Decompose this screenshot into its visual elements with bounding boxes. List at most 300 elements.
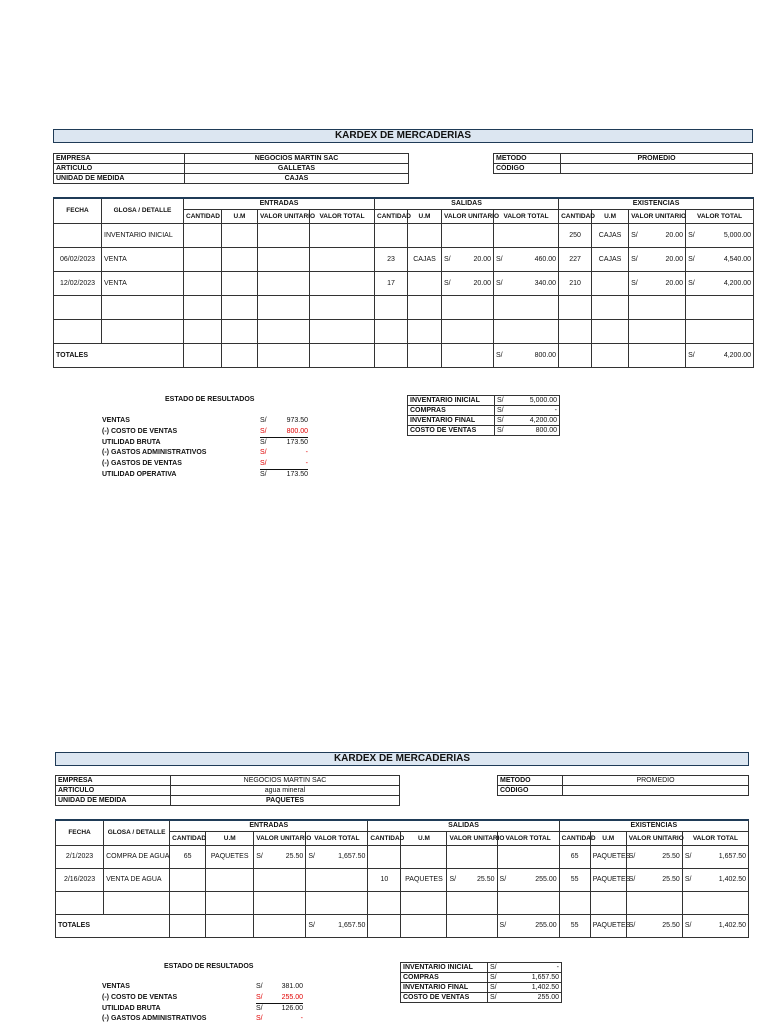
- inventory-label: COMPRAS: [401, 973, 488, 983]
- empresa-value: NEGOCIOS MARTIN SAC: [185, 154, 409, 164]
- entrada-vt-cell: [306, 845, 368, 868]
- table-row: [56, 868, 749, 891]
- amount: 5,000.00: [529, 397, 557, 404]
- currency-symbol: S/: [684, 876, 692, 883]
- table-row: [56, 891, 749, 914]
- salida-cantidad-cell: 17: [375, 271, 408, 295]
- inventory-label: COMPRAS: [408, 406, 495, 416]
- col-fecha: FECHA: [54, 198, 102, 223]
- salida-um-cell: [401, 891, 447, 914]
- entrada-vt-cell: [310, 319, 375, 343]
- inventory-label: COSTO DE VENTAS: [408, 426, 495, 436]
- amount: 5,000.00: [723, 231, 752, 239]
- entrada-um-cell: [206, 891, 254, 914]
- currency-symbol: S/: [497, 407, 504, 414]
- codigo-label: CÓDIGO: [494, 164, 561, 174]
- empty-cell: [408, 343, 442, 367]
- er-line-value: 800.00: [286, 427, 308, 435]
- kardex-2-table: [55, 819, 749, 938]
- currency-symbol: S/: [628, 876, 636, 883]
- amount: 20.00: [473, 279, 492, 287]
- existencia-vt-cell: [686, 247, 754, 271]
- er-currency: S/: [260, 427, 267, 435]
- table-row: [54, 271, 754, 295]
- empty-cell: [222, 343, 258, 367]
- amount: 20.00: [665, 231, 684, 239]
- inventory-row: [408, 416, 560, 426]
- currency-symbol: S/: [490, 994, 497, 1001]
- glosa-cell: [104, 891, 170, 914]
- er-line-value: 973.50: [286, 417, 308, 424]
- currency-symbol: S/: [688, 279, 695, 287]
- er-line-value: -: [305, 449, 308, 457]
- amount: 25.50: [662, 853, 680, 860]
- col-um: U.M: [401, 831, 447, 845]
- kardex-1-info-left: [53, 153, 409, 184]
- currency-symbol: S/: [444, 255, 451, 263]
- col-entradas: ENTRADAS: [170, 820, 368, 831]
- amount: 4,200.00: [723, 279, 752, 287]
- er-line-value: 255.00: [281, 993, 303, 1001]
- glosa-cell: [102, 319, 184, 343]
- fecha-cell: 2/16/2023: [56, 868, 104, 891]
- salida-vu-cell: [442, 247, 494, 271]
- total-existencia-um: PAQUETES: [590, 914, 626, 937]
- er-currency: S/: [260, 438, 267, 446]
- existencia-um-cell: CAJAS: [592, 223, 629, 247]
- col-existencias: EXISTENCIAS: [559, 820, 748, 831]
- kardex-1-title: KARDEX DE MERCADERIAS: [53, 129, 753, 143]
- amount: 20.00: [665, 279, 684, 287]
- col-valor-total: VALOR TOTAL: [494, 209, 559, 223]
- currency-symbol: S/: [631, 231, 638, 239]
- amount: -: [556, 964, 559, 971]
- existencia-vt-cell: [686, 319, 754, 343]
- col-cantidad: CANTIDAD: [368, 831, 401, 845]
- salida-vu-cell: [447, 891, 497, 914]
- entrada-cantidad-cell: [184, 295, 222, 319]
- existencia-cantidad-cell: [559, 295, 592, 319]
- inventory-row: [401, 973, 562, 983]
- codigo-value: [563, 786, 749, 796]
- salida-vt-cell: [497, 868, 559, 891]
- currency-symbol: S/: [497, 397, 504, 404]
- er-line-label: (-) COSTO DE VENTAS: [102, 427, 178, 435]
- er-line-label: UTILIDAD BRUTA: [102, 1004, 161, 1012]
- existencia-vu-cell: [626, 845, 682, 868]
- er-line-label: VENTAS: [102, 983, 130, 990]
- col-fecha: FECHA: [56, 820, 104, 845]
- existencia-um-cell: CAJAS: [592, 247, 629, 271]
- er-line-value: 381.00: [281, 983, 303, 990]
- currency-symbol: S/: [490, 964, 497, 971]
- totals-row: [54, 343, 754, 367]
- entrada-vu-cell: [258, 295, 310, 319]
- metodo-label: METODO: [498, 776, 563, 786]
- empresa-value: NEGOCIOS MARTIN SAC: [171, 776, 400, 786]
- entrada-um-cell: [222, 223, 258, 247]
- existencia-cantidad-cell: 55: [559, 868, 590, 891]
- entrada-vt-cell: [310, 295, 375, 319]
- amount: 800.00: [534, 351, 557, 359]
- amount: 255.00: [535, 922, 557, 929]
- total-salidas-cell: [497, 914, 559, 937]
- amount: 25.50: [285, 853, 304, 860]
- salida-cantidad-cell: [375, 295, 408, 319]
- entrada-vt-cell: [310, 271, 375, 295]
- er-line-label: (-) GASTOS DE VENTAS: [102, 460, 182, 468]
- amount: 25.50: [477, 876, 495, 883]
- entrada-vu-cell: [254, 891, 306, 914]
- col-valor-total: VALOR TOTAL: [310, 209, 375, 223]
- entrada-vt-cell: [306, 868, 368, 891]
- currency-symbol: S/: [497, 417, 504, 424]
- inv-1-table: [407, 395, 560, 436]
- er-currency: S/: [256, 993, 263, 1001]
- er-currency: S/: [256, 1015, 263, 1023]
- unidad-value: CAJAS: [185, 174, 409, 184]
- empty-cell: [401, 914, 447, 937]
- amount: 25.50: [662, 922, 680, 929]
- fecha-cell: 06/02/2023: [54, 247, 102, 271]
- salida-vt-cell: [494, 247, 559, 271]
- empty-cell: [170, 914, 206, 937]
- existencia-vu-cell: [629, 247, 686, 271]
- glosa-cell: VENTA DE AGUA: [104, 868, 170, 891]
- empty-cell: [375, 343, 408, 367]
- currency-symbol: S/: [256, 853, 263, 860]
- inventory-value: [488, 963, 562, 973]
- empty-cell: [206, 914, 254, 937]
- col-valor-unitario: VALOR UNITARIO: [626, 831, 682, 845]
- total-existencias-cell: [682, 914, 748, 937]
- col-um: U.M: [590, 831, 626, 845]
- amount: 1,657.50: [718, 853, 746, 860]
- entrada-um-cell: [222, 319, 258, 343]
- glosa-cell: COMPRA DE AGUA: [104, 845, 170, 868]
- amount: 460.00: [534, 255, 557, 263]
- salida-um-cell: [408, 295, 442, 319]
- col-cantidad: CANTIDAD: [559, 209, 592, 223]
- table-row: [56, 845, 749, 868]
- entrada-vt-cell: [310, 223, 375, 247]
- entrada-um-cell: [222, 271, 258, 295]
- inventory-label: COSTO DE VENTAS: [401, 993, 488, 1003]
- glosa-cell: INVENTARIO INICIAL: [102, 223, 184, 247]
- existencia-cantidad-cell: 227: [559, 247, 592, 271]
- col-um: U.M: [592, 209, 629, 223]
- amount: 4,200.00: [529, 417, 557, 424]
- total-entradas-cell: [306, 914, 368, 937]
- salida-vt-cell: [497, 845, 559, 868]
- inventory-value: [495, 396, 560, 406]
- col-valor-total: VALOR TOTAL: [686, 209, 754, 223]
- empty-cell: [442, 343, 494, 367]
- inventory-value: [495, 426, 560, 436]
- unidad-label: UNIDAD DE MEDIDA: [54, 174, 185, 184]
- salida-cantidad-cell: [368, 891, 401, 914]
- total-existencia-vu: [626, 914, 682, 937]
- salida-vu-cell: [442, 319, 494, 343]
- amount: 1,402.50: [718, 876, 746, 883]
- amount: 1,657.50: [338, 853, 366, 860]
- existencia-vt-cell: [682, 868, 748, 891]
- inventory-value: [488, 973, 562, 983]
- existencia-vu-cell: [629, 295, 686, 319]
- col-um: U.M: [206, 831, 254, 845]
- table-row: [54, 295, 754, 319]
- existencia-vu-cell: [629, 271, 686, 295]
- col-glosa: GLOSA / DETALLE: [102, 198, 184, 223]
- entrada-vu-cell: [258, 271, 310, 295]
- inventory-row: [401, 963, 562, 973]
- salida-vu-cell: [447, 845, 497, 868]
- er-line-value: 173.50: [286, 438, 308, 446]
- total-salidas-cell: [494, 343, 559, 367]
- salida-cantidad-cell: [375, 223, 408, 247]
- col-existencias: EXISTENCIAS: [559, 198, 754, 209]
- er-line-label: UTILIDAD BRUTA: [102, 438, 161, 446]
- entrada-cantidad-cell: 65: [170, 845, 206, 868]
- inventory-label: INVENTARIO FINAL: [401, 983, 488, 993]
- currency-symbol: S/: [688, 231, 695, 239]
- inventory-row: [408, 396, 560, 406]
- total-existencia-cantidad: 55: [559, 914, 590, 937]
- col-valor-unitario: VALOR UNITARIO: [442, 209, 494, 223]
- salida-cantidad-cell: [375, 319, 408, 343]
- empresa-label: EMPRESA: [54, 154, 185, 164]
- er-currency: S/: [260, 471, 267, 478]
- salida-vu-cell: [442, 295, 494, 319]
- empty-cell: [254, 914, 306, 937]
- entrada-vu-cell: [254, 845, 306, 868]
- metodo-value: PROMEDIO: [563, 776, 749, 786]
- salida-vu-cell: [442, 271, 494, 295]
- salida-vt-cell: [494, 223, 559, 247]
- er-line-value: -: [305, 460, 308, 468]
- empty-cell: [184, 343, 222, 367]
- amount: 340.00: [534, 279, 557, 287]
- col-valor-unitario: VALOR UNITARIO: [254, 831, 306, 845]
- existencia-vt-cell: [682, 891, 748, 914]
- empty-cell: [258, 343, 310, 367]
- entrada-cantidad-cell: [170, 891, 206, 914]
- glosa-cell: VENTA: [102, 271, 184, 295]
- currency-symbol: S/: [496, 279, 503, 287]
- er-line-label: (-) COSTO DE VENTAS: [102, 993, 178, 1001]
- currency-symbol: S/: [497, 427, 504, 434]
- inventory-label: INVENTARIO INICIAL: [401, 963, 488, 973]
- entrada-vt-cell: [306, 891, 368, 914]
- currency-symbol: S/: [496, 351, 503, 359]
- metodo-value: PROMEDIO: [561, 154, 753, 164]
- existencia-cantidad-cell: [559, 319, 592, 343]
- er-line-label: UTILIDAD OPERATIVA: [102, 471, 177, 478]
- entrada-vu-cell: [258, 223, 310, 247]
- col-valor-unitario: VALOR UNITARIO: [629, 209, 686, 223]
- amount: 1,657.50: [531, 974, 559, 981]
- entrada-vu-cell: [258, 247, 310, 271]
- total-existencia-cantidad: [559, 343, 592, 367]
- amount: 4,540.00: [723, 255, 752, 263]
- total-entradas-cell: [310, 343, 375, 367]
- kardex-1-info-right: [493, 153, 753, 174]
- currency-symbol: S/: [684, 922, 692, 929]
- entrada-cantidad-cell: [170, 868, 206, 891]
- amount: 25.50: [662, 876, 680, 883]
- col-salidas: SALIDAS: [368, 820, 559, 831]
- salida-cantidad-cell: 23: [375, 247, 408, 271]
- entrada-um-cell: [222, 247, 258, 271]
- salida-vt-cell: [494, 271, 559, 295]
- existencia-cantidad-cell: 210: [559, 271, 592, 295]
- col-cantidad: CANTIDAD: [170, 831, 206, 845]
- existencia-um-cell: PAQUETES: [590, 845, 626, 868]
- col-valor-unitario: VALOR UNITARIO: [447, 831, 497, 845]
- col-salidas: SALIDAS: [375, 198, 559, 209]
- currency-symbol: S/: [449, 876, 457, 883]
- inventory-row: [401, 983, 562, 993]
- total-existencia-um: [592, 343, 629, 367]
- entrada-cantidad-cell: [184, 223, 222, 247]
- articulo-label: ARTICULO: [56, 786, 171, 796]
- inventory-value: [488, 993, 562, 1003]
- totales-label: TOTALES: [56, 914, 170, 937]
- col-entradas: ENTRADAS: [184, 198, 375, 209]
- inv-2-table: [400, 962, 562, 1003]
- existencia-vu-cell: [629, 319, 686, 343]
- empty-cell: [447, 914, 497, 937]
- amount: 1,402.50: [531, 984, 559, 991]
- inventory-label: INVENTARIO FINAL: [408, 416, 495, 426]
- articulo-value: GALLETAS: [185, 164, 409, 174]
- codigo-label: CÓDIGO: [498, 786, 563, 796]
- table-row: [54, 223, 754, 247]
- fecha-cell: 2/1/2023: [56, 845, 104, 868]
- col-glosa: GLOSA / DETALLE: [104, 820, 170, 845]
- existencia-cantidad-cell: [559, 891, 590, 914]
- existencia-um-cell: [592, 271, 629, 295]
- currency-symbol: S/: [490, 974, 497, 981]
- kardex-2-info-left: [55, 775, 400, 806]
- er-currency: S/: [260, 417, 267, 424]
- unidad-value: PAQUETES: [171, 796, 400, 806]
- codigo-value: [561, 164, 753, 174]
- amount: 1,657.50: [338, 922, 366, 929]
- entrada-vt-cell: [310, 247, 375, 271]
- table-row: [54, 319, 754, 343]
- col-valor-total: VALOR TOTAL: [497, 831, 559, 845]
- er-line-label: (-) GASTOS ADMINISTRATIVOS: [102, 449, 207, 457]
- er-line-value: -: [300, 1015, 303, 1023]
- currency-symbol: S/: [308, 853, 315, 860]
- fecha-cell: [54, 295, 102, 319]
- fecha-cell: [54, 319, 102, 343]
- inventory-value: [495, 406, 560, 416]
- existencia-vu-cell: [626, 868, 682, 891]
- amount: 255.00: [537, 994, 559, 1001]
- currency-symbol: S/: [628, 853, 636, 860]
- currency-symbol: S/: [688, 351, 695, 359]
- table-row: [54, 247, 754, 271]
- existencia-um-cell: [592, 295, 629, 319]
- amount: 255.00: [535, 876, 557, 883]
- amount: 1,402.50: [718, 922, 746, 929]
- currency-symbol: S/: [631, 279, 638, 287]
- salida-cantidad-cell: [368, 845, 401, 868]
- fecha-cell: 12/02/2023: [54, 271, 102, 295]
- salida-vu-cell: [447, 868, 497, 891]
- entrada-cantidad-cell: [184, 247, 222, 271]
- col-cantidad: CANTIDAD: [184, 209, 222, 223]
- fecha-cell: [54, 223, 102, 247]
- currency-symbol: S/: [628, 922, 636, 929]
- entrada-cantidad-cell: [184, 271, 222, 295]
- inventory-value: [488, 983, 562, 993]
- unidad-label: UNIDAD DE MEDIDA: [56, 796, 171, 806]
- inventory-value: [495, 416, 560, 426]
- currency-symbol: S/: [444, 279, 451, 287]
- totals-row: [56, 914, 749, 937]
- currency-symbol: S/: [499, 922, 507, 929]
- er-currency: S/: [256, 1004, 263, 1012]
- empresa-label: EMPRESA: [56, 776, 171, 786]
- articulo-label: ARTICULO: [54, 164, 185, 174]
- inventory-row: [401, 993, 562, 1003]
- col-cantidad: CANTIDAD: [559, 831, 590, 845]
- entrada-um-cell: PAQUETES: [206, 845, 254, 868]
- currency-symbol: S/: [496, 255, 503, 263]
- salida-vt-cell: [494, 319, 559, 343]
- er-line-value: 173.50: [286, 471, 308, 478]
- metodo-label: METODO: [494, 154, 561, 164]
- er-currency: S/: [260, 460, 267, 468]
- currency-symbol: S/: [490, 984, 497, 991]
- entrada-cantidad-cell: [184, 319, 222, 343]
- existencia-um-cell: PAQUETES: [590, 868, 626, 891]
- col-um: U.M: [408, 209, 442, 223]
- currency-symbol: S/: [499, 876, 507, 883]
- currency-symbol: S/: [631, 255, 638, 263]
- entrada-vu-cell: [258, 319, 310, 343]
- currency-symbol: S/: [308, 922, 315, 929]
- glosa-cell: VENTA: [102, 247, 184, 271]
- empty-cell: [368, 914, 401, 937]
- salida-vt-cell: [497, 891, 559, 914]
- col-um: U.M: [222, 209, 258, 223]
- salida-um-cell: [408, 319, 442, 343]
- entrada-um-cell: [222, 295, 258, 319]
- currency-symbol: S/: [688, 255, 695, 263]
- existencia-vu-cell: [629, 223, 686, 247]
- inventory-row: [408, 406, 560, 416]
- totales-label: TOTALES: [54, 343, 184, 367]
- er-currency: S/: [260, 449, 267, 457]
- inventory-label: INVENTARIO INICIAL: [408, 396, 495, 406]
- col-valor-unitario: VALOR UNITARIO: [258, 209, 310, 223]
- er-currency: S/: [256, 983, 263, 990]
- entrada-um-cell: [206, 868, 254, 891]
- salida-um-cell: [401, 845, 447, 868]
- articulo-value: agua mineral: [171, 786, 400, 796]
- salida-vt-cell: [494, 295, 559, 319]
- col-valor-total: VALOR TOTAL: [682, 831, 748, 845]
- amount: 20.00: [473, 255, 492, 263]
- existencia-um-cell: [590, 891, 626, 914]
- existencia-um-cell: [592, 319, 629, 343]
- existencia-vu-cell: [626, 891, 682, 914]
- kardex-2-info-right: [497, 775, 749, 796]
